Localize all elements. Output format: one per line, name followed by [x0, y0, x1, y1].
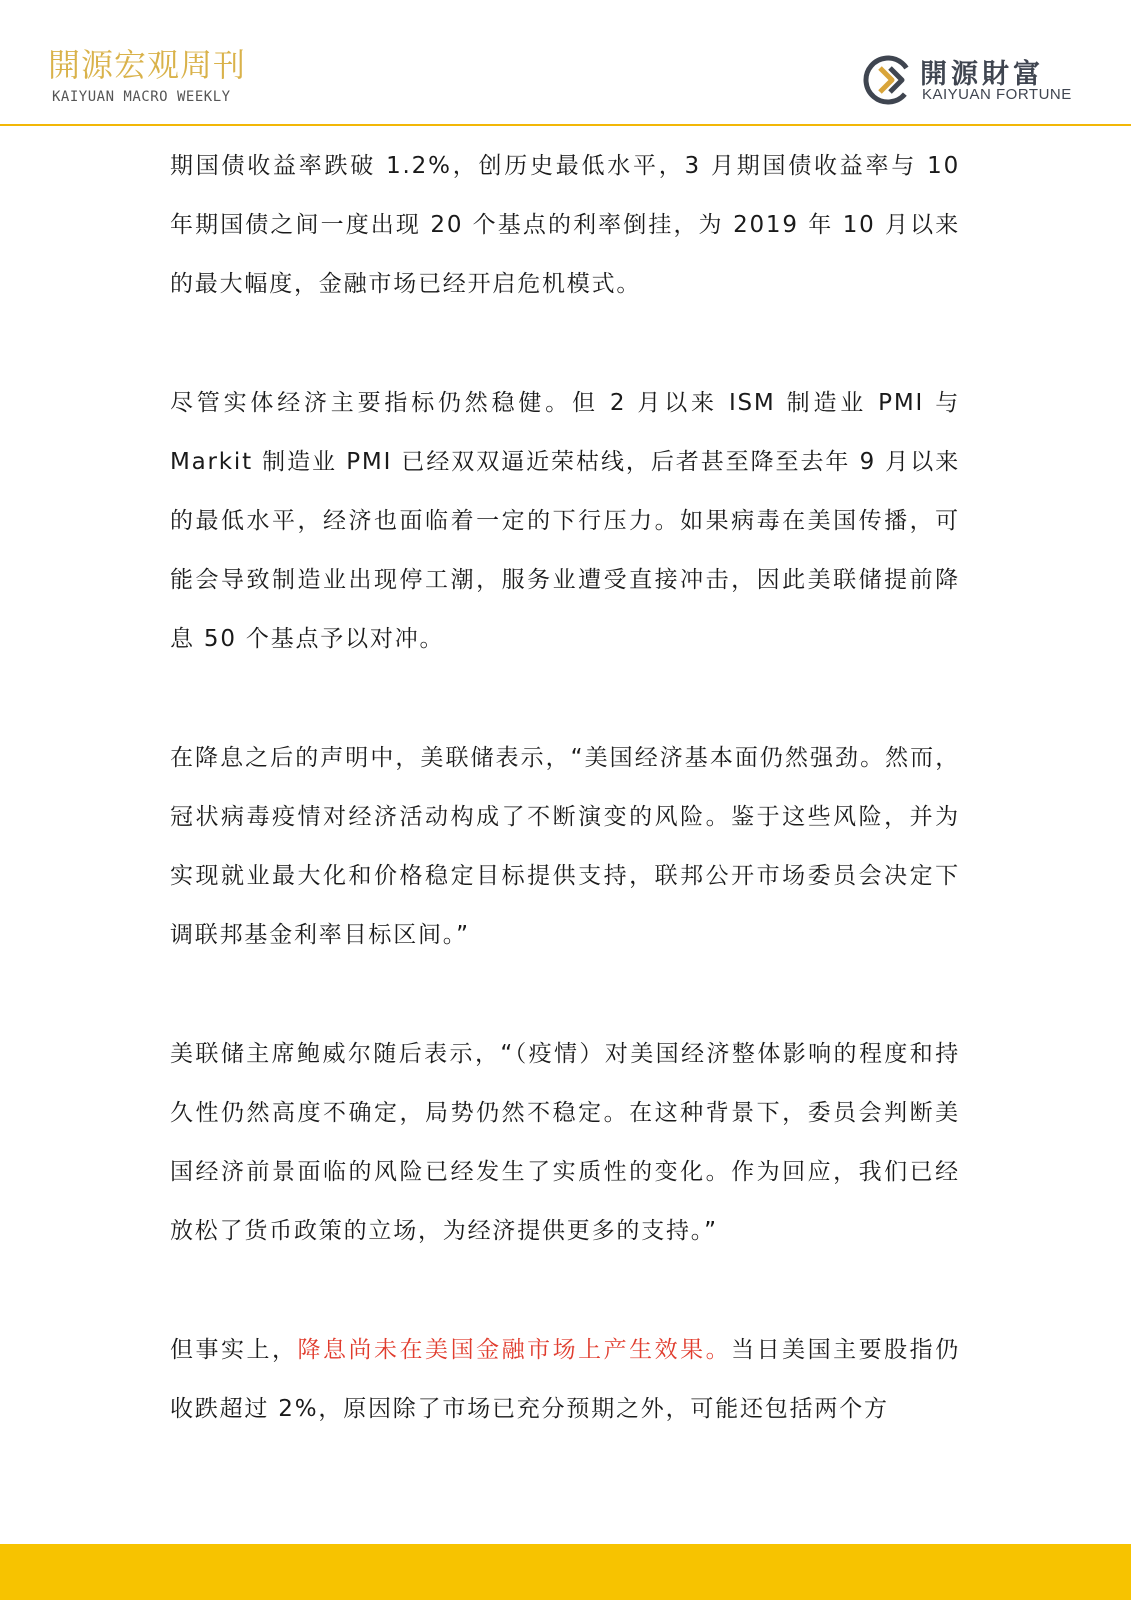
paragraph: 美联储主席鲍威尔随后表示，“（疫情）对美国经济整体影响的程度和持久性仍然高度不确定，局势仍然不稳定。在这种背景下，委员会判断美国经济前景面临的风险已经发生了实质性的变化。作为回应，我们已经放松了货币政策的立场，为经济提供更多的支持。” — [170, 1041, 960, 1244]
kaiyuan-logo-icon — [862, 54, 914, 106]
paragraph: 在降息之后的声明中，美联储表示，“美国经济基本面仍然强劲。然而，冠状病毒疫情对经济活动构成了不断演变的风险。鉴于这些风险，并为实现就业最大化和价格稳定目标提供支持，联邦公开市场委员会决定下调联邦基金利率目标区间。” — [170, 745, 960, 948]
paragraph — [170, 1321, 960, 1439]
page-header — [0, 0, 1131, 126]
highlighted-text: 降息尚未在美国金融市场上产生效果。 — [297, 1337, 732, 1363]
paragraph: 期国债收益率跌破 1.2%，创历史最低水平，3 月期国债收益率与 10 年期国债之间一度出现 20 个基点的利率倒挂，为 2019 年 10 月以来的最大幅度，金融市场已经开启危机模式。 — [170, 153, 960, 297]
paragraph: 尽管实体经济主要指标仍然稳健。但 2 月以来 ISM 制造业 PMI 与 Markit 制造业 PMI 已经双双逼近荣枯线，后者甚至降至去年 9 月以来的最低水平，经济也面临着一定的下行压力。如果病毒在美国传播，可能会导致制造业出现停工潮，服务业遭受直接冲击，因此美联储提前降息 50 个基点予以对冲。 — [170, 390, 960, 652]
logo-text-en: KAIYUAN FORTUNE — [922, 86, 1072, 103]
publication-title: 開源宏观周刊 — [48, 46, 247, 84]
paragraph-text: 当日美国主要股指仍收跌超过 2%，原因除了市场已充分预期之外，可能还包括两个方 — [170, 1337, 960, 1422]
header-divider — [0, 124, 1131, 126]
footer-band — [0, 1544, 1131, 1600]
company-logo — [862, 50, 1092, 110]
paragraph-text: 但事实上， — [170, 1337, 298, 1363]
logo-text-cn: 開源財富 — [920, 59, 1044, 90]
publication-subtitle: KAIYUAN MACRO WEEKLY — [52, 89, 231, 105]
article-body — [170, 137, 960, 1499]
